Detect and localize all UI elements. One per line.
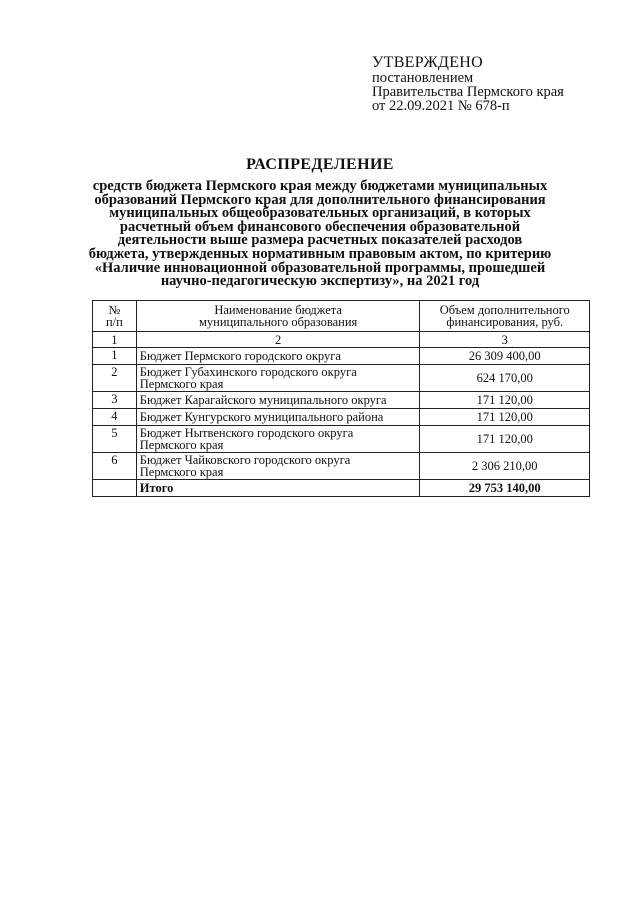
- table-row: [93, 365, 590, 392]
- subtitle-line: средств бюджета Пермского края между бюджетами муниципальных: [92, 178, 548, 194]
- approval-decree-line: постановлением: [372, 70, 474, 86]
- column-index: 2: [136, 332, 420, 348]
- row-budget-name: Бюджет Чайковского городского округа Пермского края: [136, 453, 420, 480]
- row-budget-name: Бюджет Нытвенского городского округа Пермского края: [136, 426, 420, 453]
- header-number: № п/п: [93, 301, 137, 332]
- row-amount: 171 120,00: [420, 409, 590, 426]
- subtitle-line: бюджета, утвержденных нормативным правовым актом, по критерию: [88, 245, 552, 262]
- subtitle-line: расчетный объем финансового обеспечения образовательной: [119, 218, 521, 235]
- row-amount: 171 120,00: [420, 392, 590, 409]
- subtitle-line: образований Пермского края для дополнительного финансирования: [94, 191, 546, 208]
- approval-heading: УТВЕРЖДЕНО: [372, 54, 484, 71]
- row-number: 3: [93, 392, 137, 409]
- row-number: 4: [93, 409, 137, 426]
- document-subtitle: [80, 180, 560, 289]
- row-budget-name: Бюджет Губахинского городского округа Пермского края: [136, 365, 420, 392]
- row-amount: 2 306 210,00: [420, 453, 590, 480]
- total-number-cell: [93, 480, 137, 497]
- subtitle-line: научно-педагогическую экспертизу», на 2021 год: [160, 273, 480, 290]
- approval-stamp: [372, 54, 622, 113]
- row-amount: 26 309 400,00: [420, 348, 590, 365]
- row-amount: 624 170,00: [420, 365, 590, 392]
- table-row: [93, 392, 590, 409]
- row-amount: 171 120,00: [420, 426, 590, 453]
- row-budget-name: Бюджет Кунгурского муниципального района: [136, 409, 420, 426]
- header-amount: Объем дополнительного финансирования, руб.: [420, 301, 590, 332]
- header-budget-name: Наименование бюджета муниципального образования: [136, 301, 420, 332]
- row-number: 6: [93, 453, 137, 480]
- table-total-row: [93, 480, 590, 497]
- approval-date-number: от 22.09.2021 № 678-п: [372, 98, 510, 114]
- column-index: 3: [420, 332, 590, 348]
- subtitle-line: муниципальных общеобразовательных организаций, в которых: [109, 205, 531, 222]
- document-title: РАСПРЕДЕЛЕНИЕ: [246, 156, 394, 173]
- table-header-row: [93, 301, 590, 332]
- table-row: [93, 348, 590, 365]
- distribution-table: [92, 300, 590, 497]
- total-label: Итого: [136, 480, 420, 497]
- approval-authority-line: Правительства Пермского края: [372, 84, 564, 100]
- total-amount: 29 753 140,00: [420, 480, 590, 497]
- subtitle-line: «Наличие инновационной образовательной программы, прошедшей: [94, 259, 546, 276]
- row-number: 2: [93, 365, 137, 392]
- column-index: 1: [93, 332, 137, 348]
- column-index-row: [93, 332, 590, 348]
- row-budget-name: Бюджет Карагайского муниципального округа: [136, 392, 420, 409]
- row-number: 1: [93, 348, 137, 365]
- table-row: [93, 409, 590, 426]
- table-row: [93, 426, 590, 453]
- row-budget-name: Бюджет Пермского городского округа: [136, 348, 420, 365]
- table-row: [93, 453, 590, 480]
- row-number: 5: [93, 426, 137, 453]
- subtitle-line: деятельности выше размера расчетных показателей расходов: [117, 232, 523, 249]
